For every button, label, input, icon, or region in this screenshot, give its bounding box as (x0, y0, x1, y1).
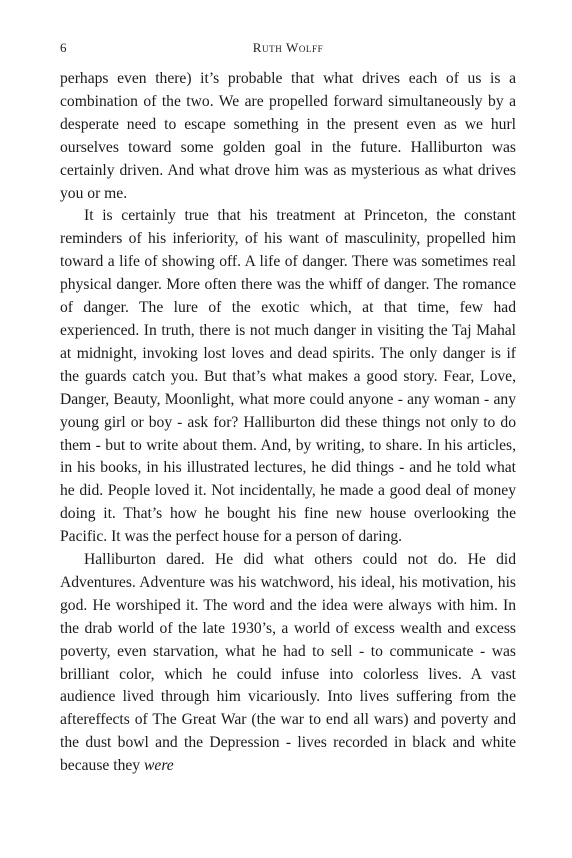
paragraph: It is certainly true that his treatment at Princeton, the constant reminders of his inferiority, of his want of masculinity, propelled him toward a life of showing off. A life of danger. There was sometimes real physical danger. More often there was the whiff of danger. The romance of danger. The lure of the exotic which, at that time, few had experienced. In truth, there is not much danger in visiting the Taj Mahal at midnight, invoking lost loves and dead spirits. The only danger is if the guards catch you. But that’s what makes a good story. Fear, Love, Danger, Beauty, Moonlight, what more could anyone - any woman - any young girl or boy - ask for? Halliburton did these things not only to do them - but to write about them. And, by writing, to share. In his articles, in his books, in his illustrated lectures, he did things - and he told what he did. People loved it. Not incidentally, he made a good deal of money doing it. That’s how he bought his fine new house overlooking the Pacific. It was the perfect house for a person of daring. (60, 207, 516, 546)
paragraph-text: Halliburton dared. He did what others could not do. He did Adventures. Adventure was his watchword, his ideal, his motivation, his god. He worshiped it. The word and the idea were always with him. In the drab world of the late 1930’s, a world of excess wealth and excess poverty, even starvation, what he had to sell - to communicate - was brilliant color, which he could infuse into colorless lives. A vast audience lived through him vicariously. Into lives suffering from the aftereffects of The Great War (the war to end all wars) and poverty and the dust bowl and the Depression - lives recorded in black and white because they (60, 551, 516, 775)
body-text (60, 68, 516, 778)
paragraph-continued: perhaps even there) it’s probable that what drives each of us is a combination of the two. We are propelled forward simultaneously by a desperate need to escape something in the present even as we hurl ourselves toward some golden goal in the future. Halliburton was certainly driven. And what drove him was as mysterious as what drives you or me. (60, 70, 516, 202)
running-head (60, 38, 516, 58)
paragraph (60, 549, 516, 778)
page-number: 6 (60, 40, 67, 55)
italic-word: were (144, 757, 174, 775)
running-title: Ruth Wolff (252, 40, 324, 55)
